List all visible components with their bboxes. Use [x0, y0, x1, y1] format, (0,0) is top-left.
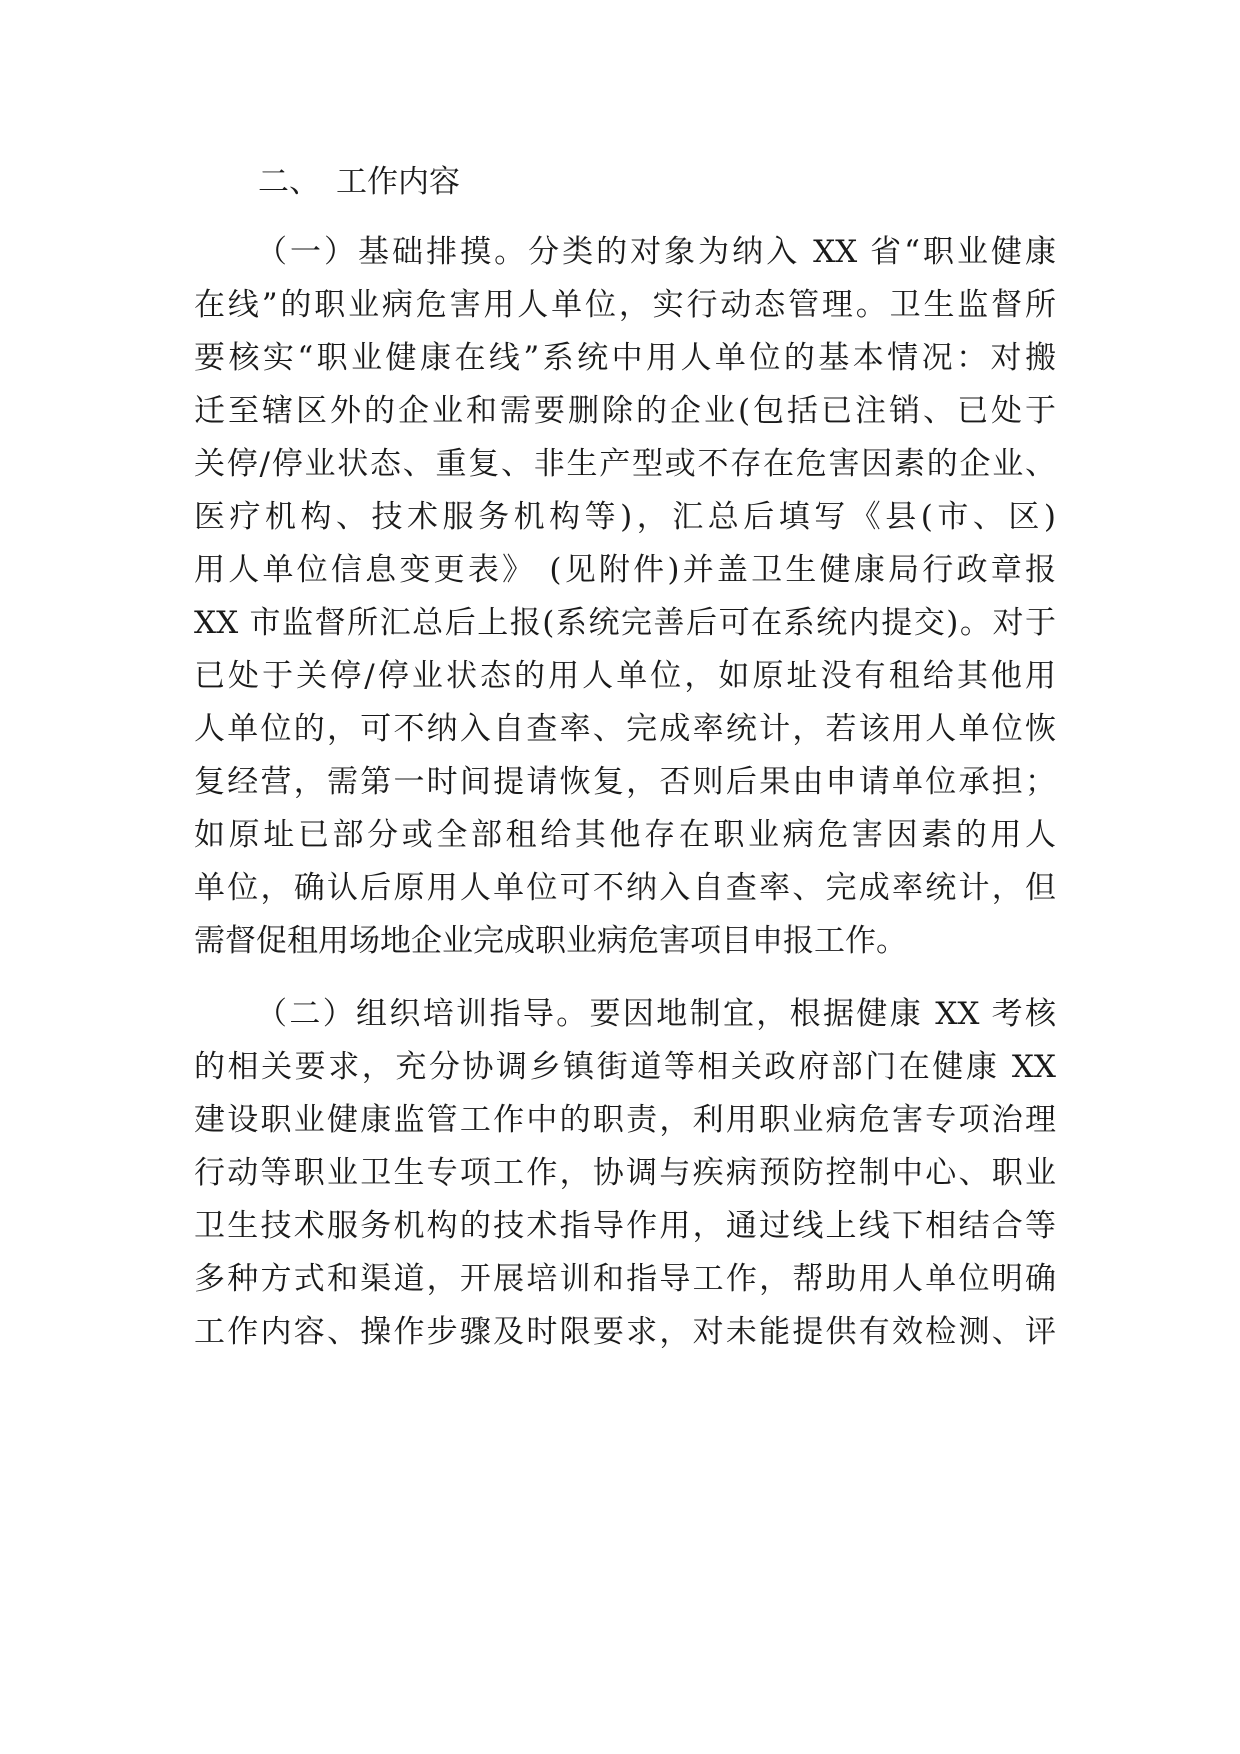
text-line: XX 市监督所汇总后上报(系统完善后可在系统内提交)。对于: [194, 605, 1056, 641]
text-line: 迁至辖区外的企业和需要删除的企业(包括已注销、已处于: [194, 393, 1056, 429]
text-line: 多种方式和渠道，开展培训和指导工作，帮助用人单位明确: [194, 1261, 1056, 1297]
text-line: 关停/停业状态、重复、非生产型或不存在危害因素的企业、: [194, 446, 1056, 482]
text-line: 要核实“职业健康在线”系统中用人单位的基本情况：对搬: [194, 340, 1056, 376]
text-line: 已处于关停/停业状态的用人单位，如原址没有租给其他用: [194, 658, 1056, 694]
paragraph-training-guidance: [194, 988, 1056, 1359]
text-line: 人单位的，可不纳入自查率、完成率统计，若该用人单位恢: [194, 711, 1056, 747]
section-number: 二、: [258, 164, 320, 200]
text-line: 单位，确认后原用人单位可不纳入自查率、完成率统计，但: [194, 870, 1056, 906]
text-line: 需督促租用场地企业完成职业病危害项目申报工作。: [194, 923, 907, 959]
document-body: [194, 156, 1056, 1359]
text-line: 医疗机构、技术服务机构等)，汇总后填写《县(市、区): [194, 499, 1056, 535]
section-heading: [194, 156, 1056, 208]
text-line: 复经营，需第一时间提请恢复，否则后果由申请单位承担；: [194, 764, 1056, 800]
text-line: 用人单位信息变更表》 (见附件)并盖卫生健康局行政章报: [194, 552, 1056, 588]
section-title: 工作内容: [336, 164, 460, 200]
text-line: 行动等职业卫生专项工作，协调与疾病预防控制中心、职业: [194, 1155, 1056, 1191]
text-line: 工作内容、操作步骤及时限要求，对未能提供有效检测、评: [194, 1314, 1056, 1350]
paragraph-basic-survey: [194, 226, 1056, 968]
text-line: （二）组织培训指导。要因地制宜，根据健康 XX 考核: [256, 996, 1056, 1032]
text-line: 卫生技术服务机构的技术指导作用，通过线上线下相结合等: [194, 1208, 1056, 1244]
text-line: 建设职业健康监管工作中的职责，利用职业病危害专项治理: [194, 1102, 1056, 1138]
text-line: 在线”的职业病危害用人单位，实行动态管理。卫生监督所: [194, 287, 1056, 323]
text-line: 的相关要求，充分协调乡镇街道等相关政府部门在健康 XX: [194, 1049, 1056, 1085]
text-line: 如原址已部分或全部租给其他存在职业病危害因素的用人: [194, 817, 1056, 853]
text-line: （一）基础排摸。分类的对象为纳入 XX 省“职业健康: [256, 234, 1056, 270]
